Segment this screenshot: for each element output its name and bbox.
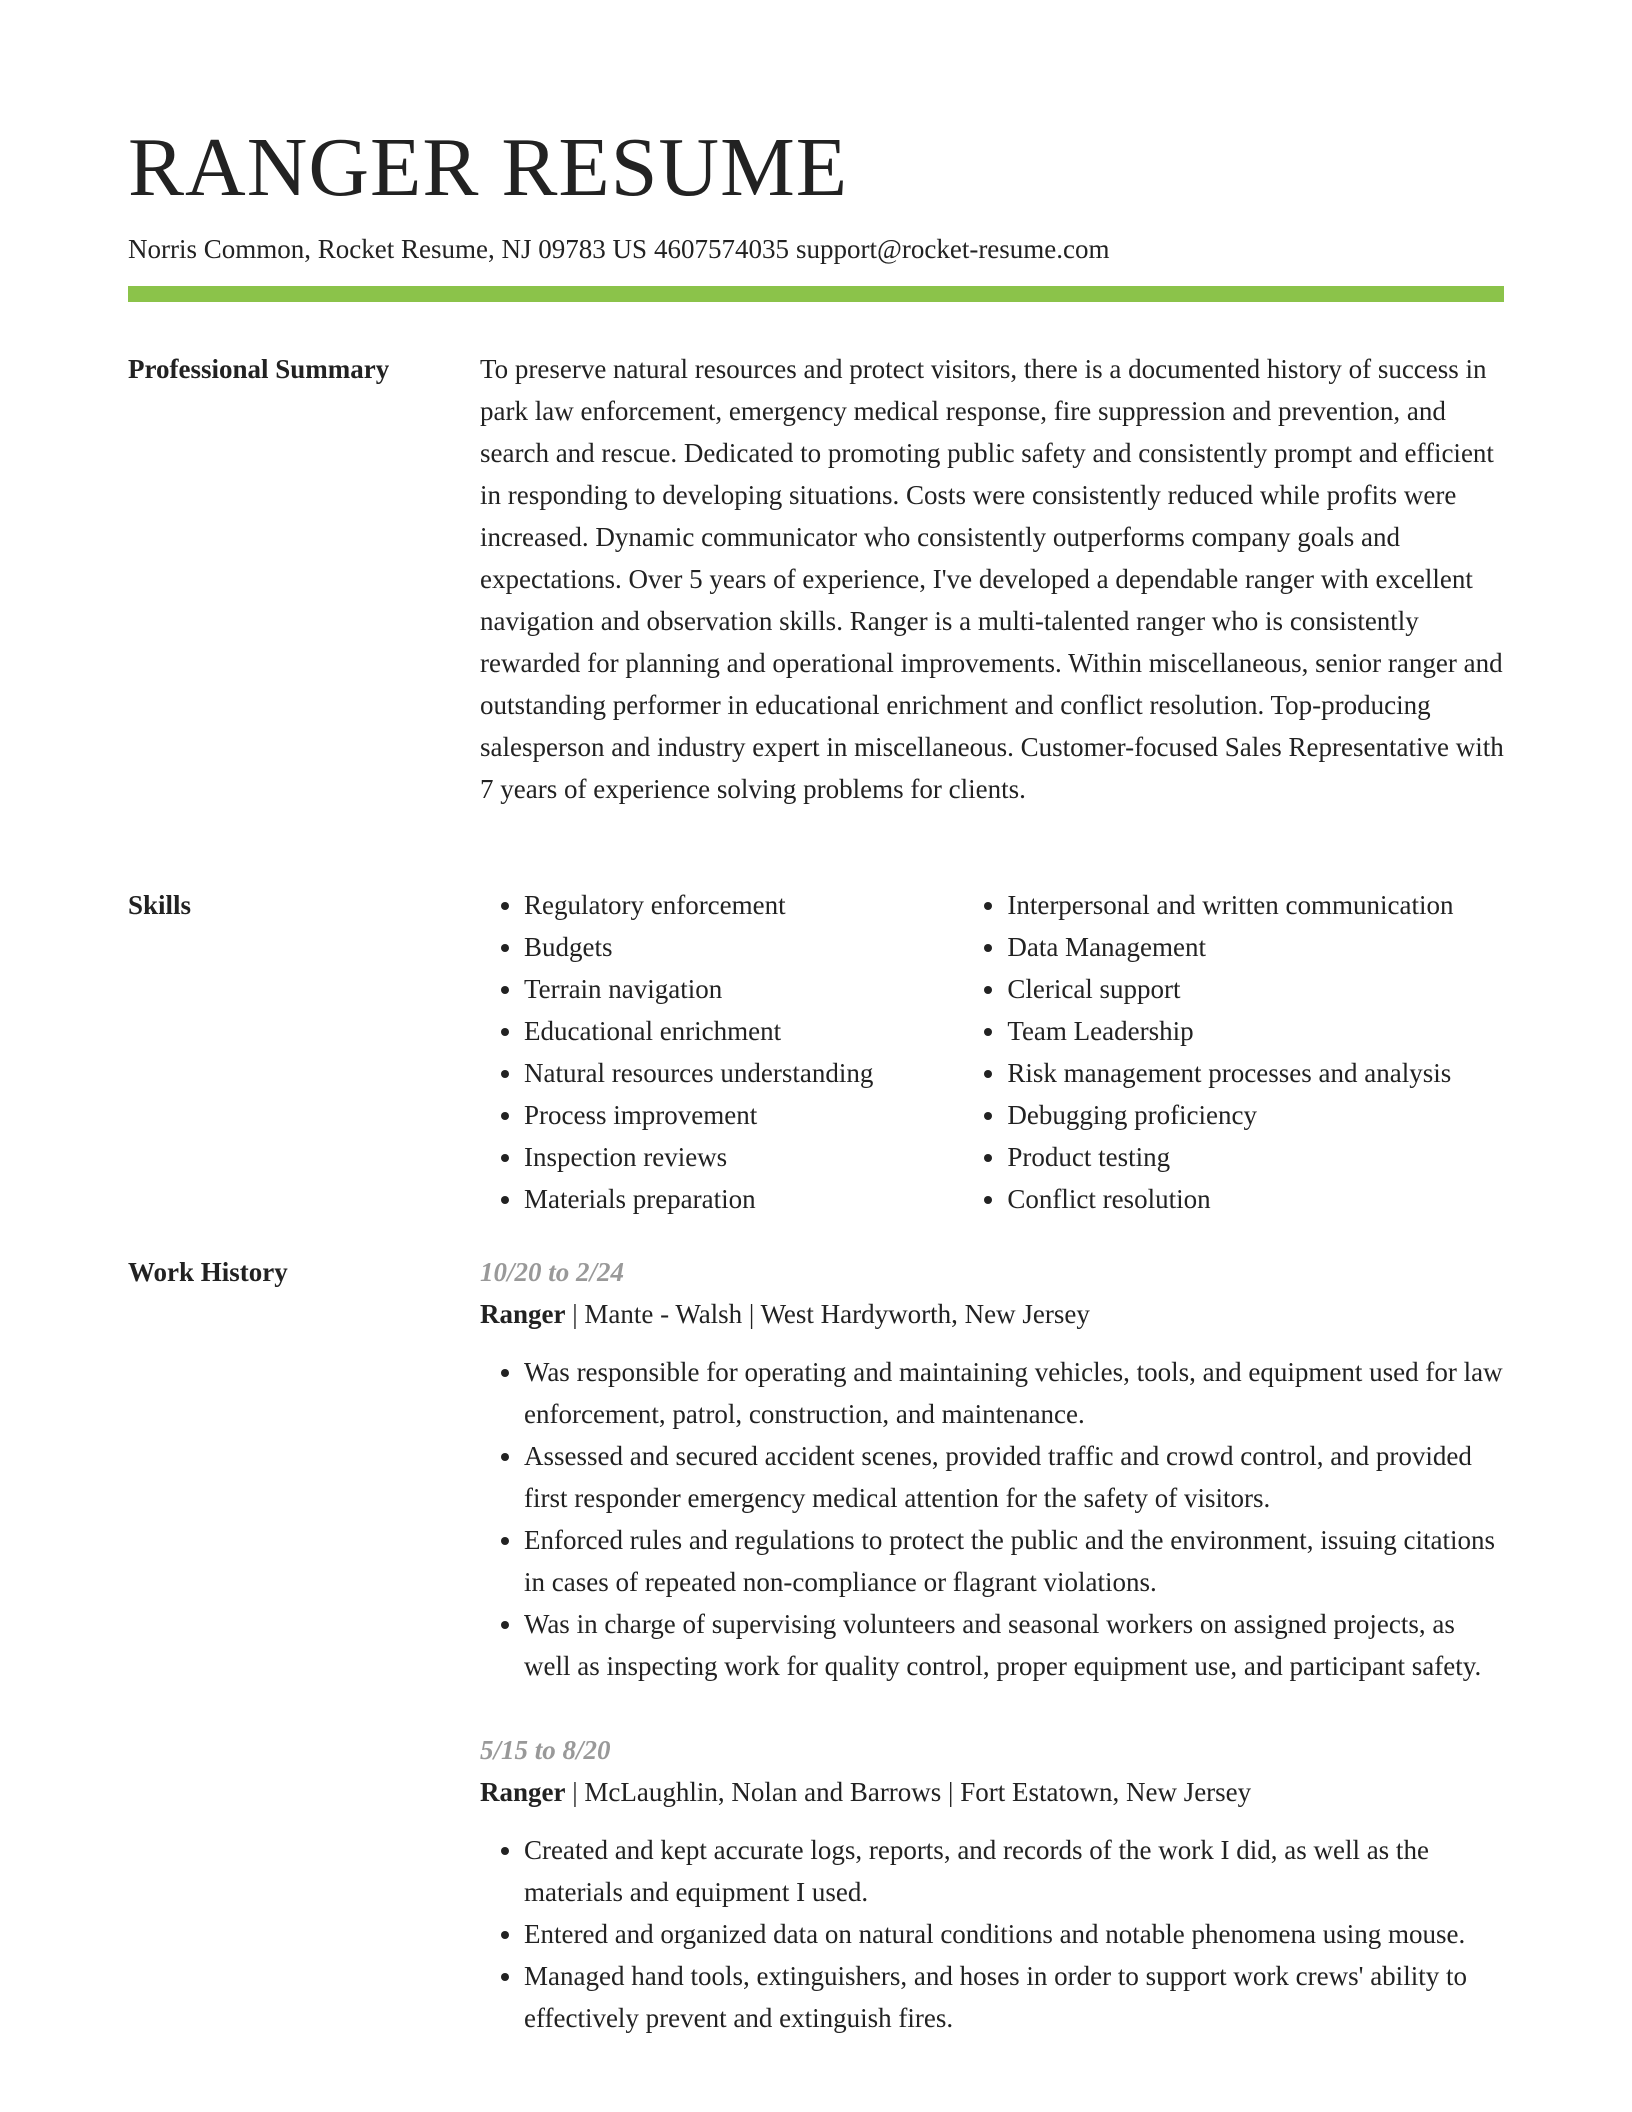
job-bullet: • Was in charge of supervising volunteers and seasonal workers on assigned projects, as well as inspecting work for quality control, proper equipment use, and participant safety. — [524, 1603, 1504, 1687]
job-dates: 5/15 to 8/20 — [480, 1735, 611, 1765]
skill-item: • Data Management — [1007, 926, 1504, 968]
job-role: Ranger — [480, 1777, 566, 1807]
job-role: Ranger — [480, 1299, 566, 1329]
skills-list-left — [480, 884, 963, 1220]
skill-item: • Product testing — [1007, 1136, 1504, 1178]
skills-heading: Skills — [128, 890, 192, 920]
skill-item: • Conflict resolution — [1007, 1178, 1504, 1220]
summary-body — [480, 348, 1504, 810]
skill-item: • Terrain navigation — [524, 968, 963, 1010]
skill-item: • Inspection reviews — [524, 1136, 963, 1178]
resume-title: RANGER RESUME — [128, 121, 849, 214]
skills-body — [480, 884, 1504, 1220]
job-bullet: • Entered and organized data on natural conditions and notable phenomena using mouse. — [524, 1913, 1504, 1955]
contact-line — [128, 231, 1110, 267]
job-title-line — [480, 1771, 1504, 1813]
skill-item: • Educational enrichment — [524, 1010, 963, 1052]
job-bullet-list — [480, 1829, 1504, 2039]
skill-item: • Regulatory enforcement — [524, 884, 963, 926]
skill-item: • Process improvement — [524, 1094, 963, 1136]
summary-heading: Professional Summary — [128, 354, 390, 384]
job-bullet-list — [480, 1351, 1504, 1687]
skill-item: • Materials preparation — [524, 1178, 963, 1220]
skill-item: • Interpersonal and written communication — [1007, 884, 1504, 926]
contact-email: support@rocket-resume.com — [796, 234, 1110, 264]
skill-item: • Team Leadership — [1007, 1010, 1504, 1052]
skills-list-right — [963, 884, 1504, 1220]
job-title-line — [480, 1293, 1504, 1335]
summary-text: To preserve natural resources and protect visitors, there is a documented history of success in park law enforcement, emergency medical response, fire suppression and prevention, and search and rescue. Dedicated to promoting public safety and consistently prompt and efficient in responding to developing situations. Costs were consistently reduced while profits were increased. Dynamic communicator who consistently outperforms company goals and expectations. Over 5 years of experience, I've developed a dependable ranger with excellent navigation and observation skills. Ranger is a multi-talented ranger who is consistently rewarded for planning and operational improvements. Within miscellaneous, senior ranger and outstanding performer in educational enrichment and conflict resolution. Top-producing salesperson and industry expert in miscellaneous. Customer-focused Sales Representative with 7 years of experience solving problems for clients. — [480, 354, 1504, 804]
contact-address: Norris Common, Rocket Resume, NJ 09783 US — [128, 234, 647, 264]
skill-item: • Natural resources understanding — [524, 1052, 963, 1094]
job-bullet: • Managed hand tools, extinguishers, and hoses in order to support work crews' ability to effectively prevent and extinguish fires. — [524, 1955, 1504, 2039]
job-employer-location: | Mante - Walsh | West Hardyworth, New Jersey — [565, 1299, 1090, 1329]
skill-item: • Clerical support — [1007, 968, 1504, 1010]
job-employer-location: | McLaughlin, Nolan and Barrows | Fort Estatown, New Jersey — [565, 1777, 1252, 1807]
header-divider — [128, 286, 1504, 302]
work-history-body — [480, 1251, 1504, 2081]
job-entry — [480, 1251, 1504, 1687]
skill-item: • Risk management processes and analysis — [1007, 1052, 1504, 1094]
job-bullet: • Was responsible for operating and maintaining vehicles, tools, and equipment used for law enforcement, patrol, construction, and maintenance. — [524, 1351, 1504, 1435]
job-dates: 10/20 to 2/24 — [480, 1257, 625, 1287]
work-history-heading: Work History — [128, 1257, 288, 1287]
job-bullet: • Enforced rules and regulations to protect the public and the environment, issuing citations in cases of repeated non-compliance or flagrant violations. — [524, 1519, 1504, 1603]
job-entry — [480, 1729, 1504, 2039]
job-bullet: • Created and kept accurate logs, reports, and records of the work I did, as well as the materials and equipment I used. — [524, 1829, 1504, 1913]
skill-item: • Budgets — [524, 926, 963, 968]
job-bullet: • Assessed and secured accident scenes, provided traffic and crowd control, and provided first responder emergency medical attention for the safety of visitors. — [524, 1435, 1504, 1519]
contact-phone: 4607574035 — [654, 234, 789, 264]
skill-item: • Debugging proficiency — [1007, 1094, 1504, 1136]
